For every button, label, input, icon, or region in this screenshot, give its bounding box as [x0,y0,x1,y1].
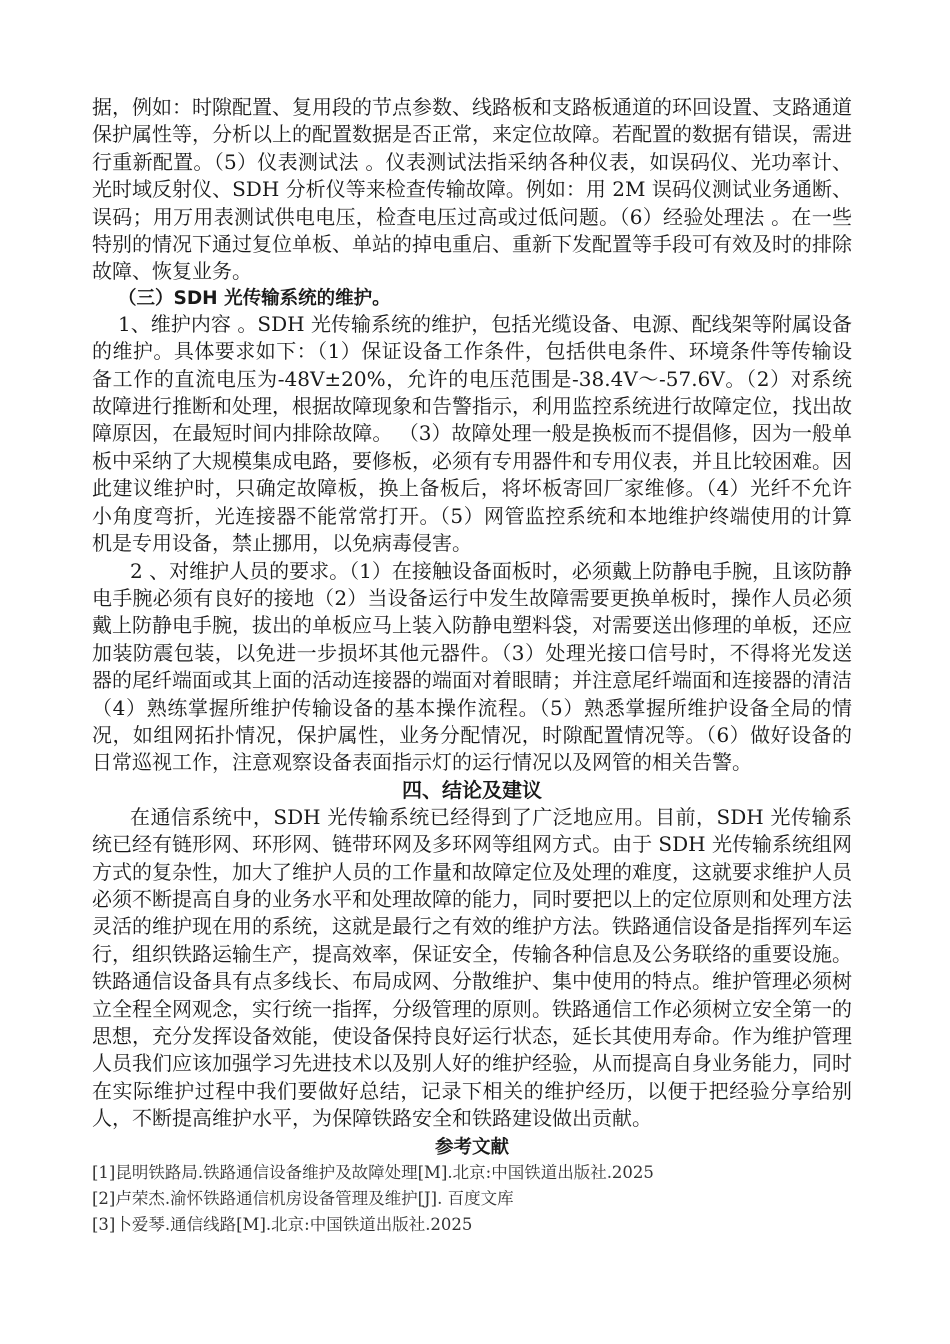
paragraph-maintenance-content: 1、维护内容 。SDH 光传输系统的维护，包括光缆设备、电源、配线架等附属设备的维护。具体要求如下：（1）保证设备工作条件，包括供电条件、环境条件等传输设备工作的直流电压为-48V±20%，允许的电压范围是-38.4V～-57.6V。（2）对系统故障进行推断和处理，根据故障现象和告警指示，利用监控系统进行故障定位，找出故障原因，在最短时间内排除故障。 （3）故障处理一般是换板而不提倡修，因为一般单板中采纳了大规模集成电路，要修板，必须有专用器件和专用仪表，并且比较困难。因此建议维护时，只确定故障板，换上备板后，将坏板寄回厂家维修。（4）光纤不允许小角度弯折，光连接器不能常常打开。（5）网管监控系统和本地维护终端使用的计算机是专用设备，禁止挪用，以免病毒侵害。 [92,311,852,556]
references-title: 参考文献 [434,1136,509,1158]
paragraph-fault-methods: 据，例如：时隙配置、复用段的节点参数、线路板和支路板通道的环回设置、支路通道保护属性等，分析以上的配置数据是否正常，来定位故障。若配置的数据有错误，需进行重新配置。（5）仪表测试法 。仪表测试法指采纳各种仪表，如误码仪、光功率计、光时域反射仪、SDH 分析仪等来检查传输故障。例如：用 2M 误码仪测试业务通断、误码；用万用表测试供电电压，检查电压过高或过低问题。（6）经验处理法 。在一些特别的情况下通过复位单板、单站的掉电重启、重新下发配置等手段可有效及时的排除故障、恢复业务。 [92,95,852,284]
reference-item: [1]昆明铁路局.铁路通信设备维护及故障处理[M].北京:中国铁道出版社.2025 [92,1162,654,1182]
section-heading-conclusion: 四、结论及建议 [402,777,542,802]
reference-item: [3]卜爱琴.通信线路[M].北京:中国铁道出版社.2025 [92,1214,473,1234]
reference-item: [2]卢荣杰.渝怀铁路通信机房设备管理及维护[J]. 百度文库 [92,1188,514,1208]
paragraph-staff-requirements: 2 、对维护人员的要求。（1）在接触设备面板时，必须戴上防静电手腕，且该防静电手腕必须有良好的接地（2）当设备运行中发生故障需要更换单板时，操作人员必须戴上防静电手腕，拔出的单板应马上装入防静电塑料袋，对需要送出修理的单板，还应加装防震包装，以免进一步损坏其他元器件。（3）处理光接口信号时，不得将光发送器的尾纤端面或其上面的活动连接器的端面对着眼睛；并注意尾纤端面和连接器的清洁（4）熟练掌握所维护传输设备的基本操作流程。（5）熟悉掌握所维护设备全局的情况，如组网拓扑情况，保护属性，业务分配情况，时隙配置情况等。（6）做好设备的日常巡视工作，注意观察设备表面指示灯的运行情况以及网管的相关告警。 [92,558,852,775]
section-heading-sdh-maintenance: （三）SDH 光传输系统的维护。 [118,287,391,309]
document-body [92,94,852,1238]
paragraph-conclusion: 在通信系统中，SDH 光传输系统已经得到了广泛地应用。目前，SDH 光传输系统已经有链形网、环形网、链带环网及多环网等组网方式。由于 SDH 光传输系统组网方式的复杂性，加大了维护人员的工作量和故障定位及处理的难度，这就要求维护人员必须不断提高自身的业务水平和处理故障的能力，同时要把以上的定位原则和处理方法灵活的维护现在用的系统，这就是最行之有效的维护方法。铁路通信设备是指挥列车运行，组织铁路运输生产，提高效率，保证安全，传输各种信息及公务联络的重要设施。铁路通信设备具有点多线长、布局成网、分散维护、集中使用的特点。维护管理必须树立全程全网观念，实行统一指挥，分级管理的原则。铁路通信工作必须树立安全第一的思想，充分发挥设备效能，使设备保持良好运行状态，延长其使用寿命。作为维护管理人员我们应该加强学习先进技术以及别人好的维护经验，从而提高自身业务能力，同时在实际维护过程中我们要做好总结，记录下相关的维护经历，以便于把经验分享给别人，不断提高维护水平，为保障铁路安全和铁路建设做出贡献。 [92,804,852,1131]
